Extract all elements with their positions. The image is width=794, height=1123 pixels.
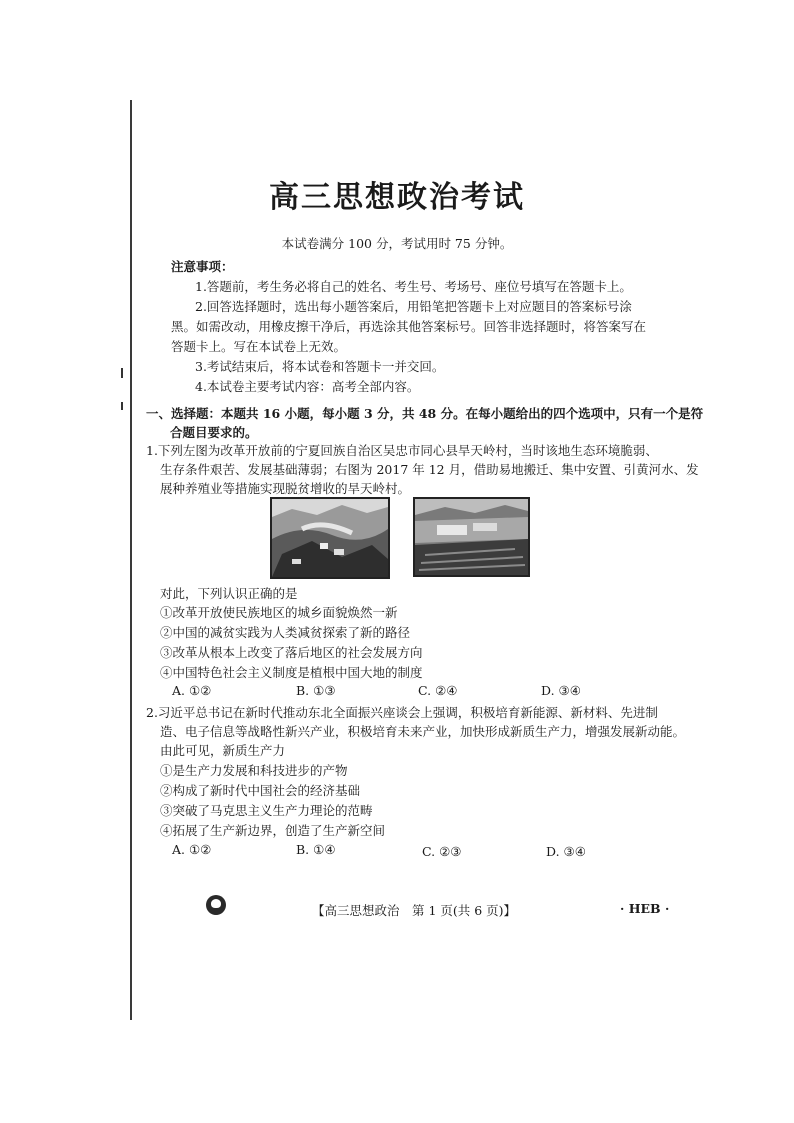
- margin-mark: [121, 402, 123, 410]
- notice-item-1: 1.答题前，考生务必将自己的姓名、考生号、考场号、座位号填写在答题卡上。: [195, 279, 632, 294]
- exam-info: 本试卷满分 100 分，考试用时 75 分钟。: [281, 236, 513, 251]
- margin-mark: [121, 368, 123, 378]
- q2-stem-line2: 造、电子信息等战略性新兴产业，积极培育未来产业，加快形成新质生产力，增强发展新动能。: [160, 724, 686, 739]
- notice-item-4: 4.本试卷主要考试内容：高考全部内容。: [195, 379, 420, 394]
- q2-stem-line1: 2.习近平总书记在新时代推动东北全面振兴座谈会上强调，积极培育新能源、新材料、先进制: [146, 705, 658, 720]
- notice-item-3: 3.考试结束后，将本试卷和答题卡一并交回。: [195, 359, 445, 374]
- q1-stem-line1: 1.下列左图为改革开放前的宁夏回族自治区吴忠市同心县旱天岭村，当时该地生态环境脆弱、: [146, 443, 658, 458]
- notice-item-2-line3: 答题卡上。写在本试卷上无效。: [171, 339, 347, 354]
- q1-prompt: 对此，下列认识正确的是: [160, 586, 298, 601]
- page-footer: 【高三思想政治 第 1 页(共 6 页)】: [312, 903, 517, 918]
- notice-item-2-line1: 2.回答选择题时，选出每小题答案后，用铅笔把答题卡上对应题目的答案标号涂: [195, 299, 632, 314]
- section-heading-line1: 一、选择题：本题共 16 小题，每小题 3 分，共 48 分。在每小题给出的四个选项中，只有一个是符: [146, 406, 704, 421]
- q1-statement-3: ③改革从根本上改变了落后地区的社会发展方向: [160, 645, 423, 660]
- q1-statement-1: ①改革开放使民族地区的城乡面貌焕然一新: [160, 605, 398, 620]
- notice-heading: 注意事项：: [171, 259, 234, 274]
- q2-statement-1: ①是生产力发展和科技进步的产物: [160, 763, 348, 778]
- q1-option-a: A. ①②: [172, 683, 212, 698]
- q2-stem-line3: 由此可见，新质生产力: [160, 743, 286, 758]
- q1-option-b: B. ①③: [296, 683, 336, 698]
- q1-option-d: D. ③④: [541, 683, 581, 698]
- q2-option-d: D. ③④: [546, 844, 586, 859]
- village-before-photo: [270, 497, 390, 579]
- q2-statement-2: ②构成了新时代中国社会的经济基础: [160, 783, 361, 798]
- section-heading-line2: 合题目要求的。: [170, 425, 258, 440]
- publisher-logo-icon: [206, 895, 226, 915]
- notice-item-2-line2: 黑。如需改动，用橡皮擦干净后，再选涂其他答案标号。回答非选择题时，将答案写在: [171, 319, 647, 334]
- q1-statement-2: ②中国的减贫实践为人类减贫探索了新的路径: [160, 625, 411, 640]
- q1-statement-4: ④中国特色社会主义制度是植根中国大地的制度: [160, 665, 423, 680]
- q2-option-c: C. ②③: [422, 844, 462, 859]
- q2-statement-3: ③突破了马克思主义生产力理论的范畴: [160, 803, 373, 818]
- q2-option-b: B. ①④: [296, 842, 336, 857]
- village-after-photo: [413, 497, 530, 577]
- q2-option-a: A. ①②: [172, 842, 212, 857]
- q2-statement-4: ④拓展了生产新边界，创造了生产新空间: [160, 823, 386, 838]
- page-title: 高三思想政治考试: [269, 180, 525, 215]
- q1-stem-line3: 展种养殖业等措施实现脱贫增收的旱天岭村。: [160, 481, 411, 496]
- q1-option-c: C. ②④: [418, 683, 458, 698]
- q1-stem-line2: 生存条件艰苦、发展基础薄弱；右图为 2017 年 12 月，借助易地搬迁、集中安置、引黄河水、发: [160, 462, 699, 477]
- footer-code: · HEB ·: [620, 901, 670, 916]
